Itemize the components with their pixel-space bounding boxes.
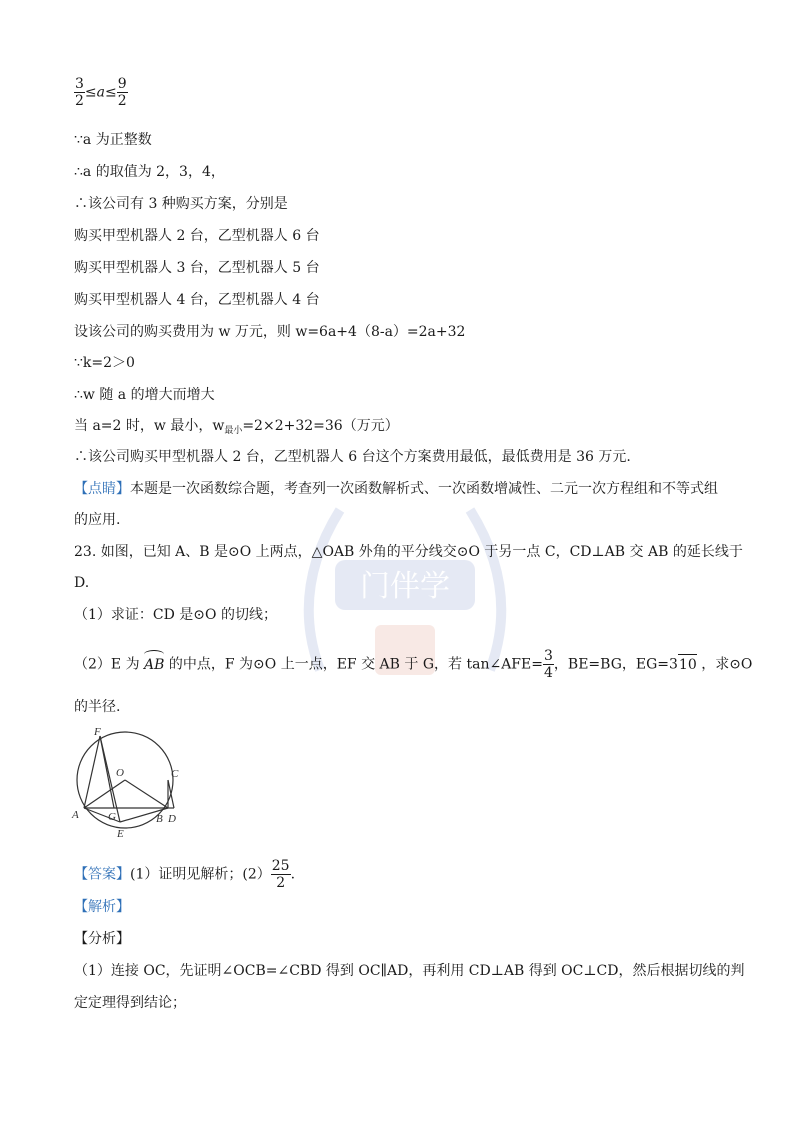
fraction: $\frac{3}{2}$ xyxy=(75,76,84,109)
text-line: 设该公司的购买费用为 w 万元，则 w=6a+4（8-a）=2a+32 xyxy=(74,324,466,340)
text-line: 购买甲型机器人 4 台，乙型机器人 4 台 xyxy=(74,292,320,308)
text-line: 购买甲型机器人 3 台，乙型机器人 5 台 xyxy=(74,260,320,276)
label-O: O xyxy=(116,767,124,779)
label-A: A xyxy=(72,809,79,821)
text-line: ∴w 随 a 的增大而增大 xyxy=(74,387,215,403)
answer-tag: 【答案】 xyxy=(74,866,130,883)
fraction: $\frac{9}{2}$ xyxy=(117,76,127,109)
remark-tag: 【点睛】 xyxy=(74,481,130,497)
label-D: D xyxy=(168,813,176,825)
text-line: （1）连接 OC，先证明∠OCB=∠CBD 得到 OC∥AD，再利用 CD⊥AB 得到 OC⊥CD，然后根据切线的判 xyxy=(74,963,745,979)
question-23-part1: （1）求证：CD 是⊙O 的切线； xyxy=(74,607,277,623)
text-line: ∴该公司购买甲型机器人 2 台，乙型机器人 6 台这个方案费用最低，最低费用是 36 万元. xyxy=(74,449,631,465)
text-line: 当 a=2 时，w 最小，$w_{最小}=2\times 2+32=36$（万元） xyxy=(74,418,399,436)
question-23-line1: 23. 如图，已知 A、B 是⊙O 上两点，△OAB 外角的平分线交⊙O 于另一点 C，CD⊥AB 交 AB 的延长线于 xyxy=(74,544,743,560)
svg-text:门伴学: 门伴学 xyxy=(360,569,450,604)
geometry-figure xyxy=(70,724,190,844)
text-line: ∵k=2＞0 xyxy=(74,355,135,371)
sqrt: 10 xyxy=(678,654,697,675)
text-line: 购买甲型机器人 2 台，乙型机器人 6 台 xyxy=(74,228,320,244)
fraction: $\frac{3}{4}$ xyxy=(543,648,553,681)
remark-line: 【点睛】本题是一次函数综合题，考查列一次函数解析式、一次函数增减性、二元一次方程组和不等式组 xyxy=(74,481,718,497)
label-G: G xyxy=(108,811,116,823)
fenxi-tag: 【分析】 xyxy=(74,931,130,947)
label-F: F xyxy=(94,726,101,738)
text-line: 定定理得到结论； xyxy=(74,995,186,1011)
label-B: B xyxy=(156,813,163,825)
label-E: E xyxy=(117,828,124,840)
question-23-part2: （2）E 为 AB 的中点，F 为⊙O 上一点，EF 交 AB 于 G，若 tan∠AFE= $\frac{3}{4}$ ，BE=BG，EG=310 ，求⊙O xyxy=(74,648,753,681)
fraction: $\frac{25}{2}$ xyxy=(271,858,290,891)
analysis-tag: 【解析】 xyxy=(74,899,130,915)
text-line: 的半径. xyxy=(74,699,121,715)
text-line: ∴该公司有 3 种购买方案，分别是 xyxy=(74,196,288,212)
label-C: C xyxy=(171,768,179,780)
text-line: ∴a 的取值为 2，3，4， xyxy=(74,164,225,180)
arc-ab: AB xyxy=(144,656,165,673)
inequality-line: $\frac{3}{2}$ ≤a≤ $\frac{9}{2}$ xyxy=(75,76,127,109)
answer-line: 【答案】(1）证明见解析；(2） $\frac{25}{2}$ . xyxy=(74,858,296,891)
question-23-line2: D. xyxy=(74,575,90,591)
text-line: ∵a 为正整数 xyxy=(74,132,152,148)
text-line: 的应用. xyxy=(74,512,121,528)
